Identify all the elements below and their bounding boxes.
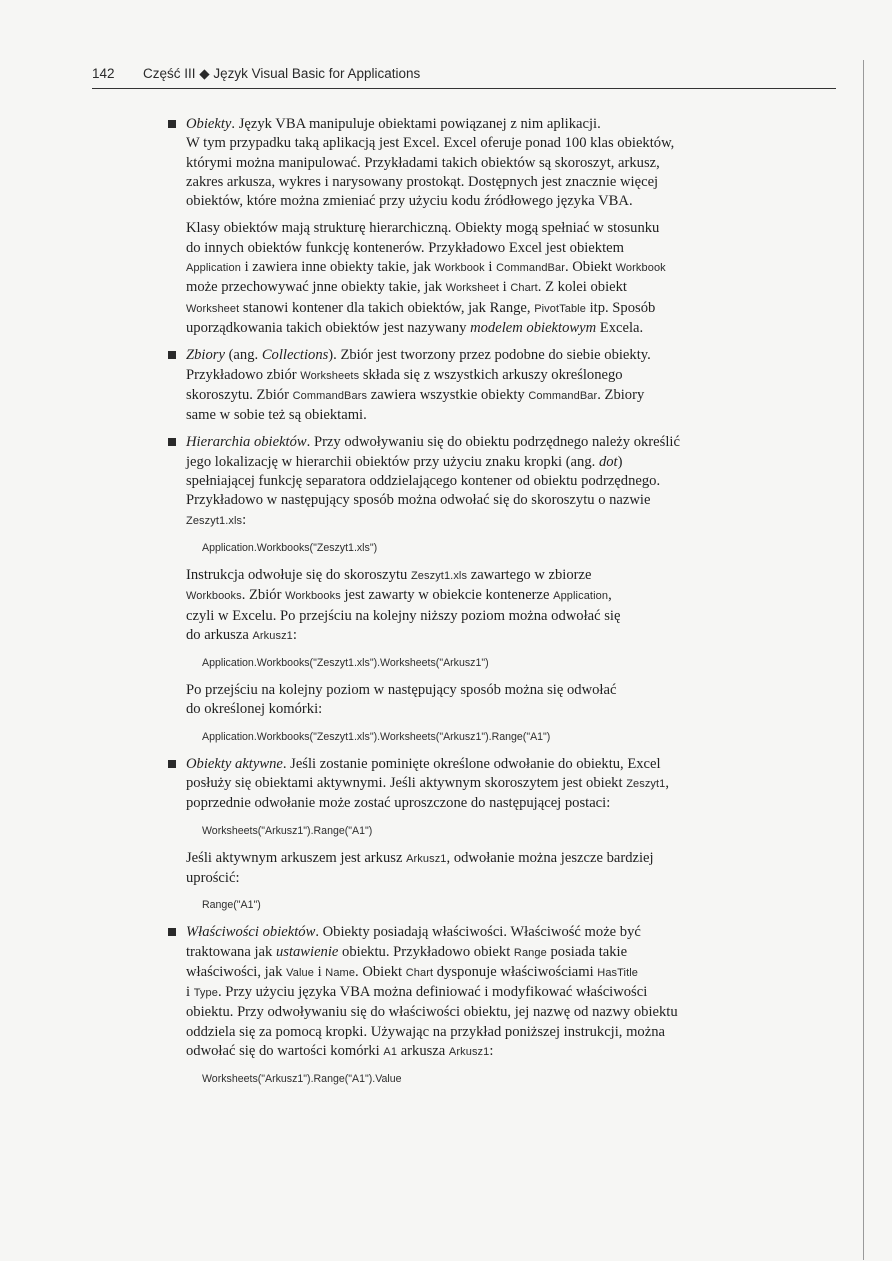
text: dysponuje właściwościami (433, 963, 598, 980)
code-term: Zeszyt1 (626, 778, 666, 791)
bullet-item-wlasciwosci (168, 923, 824, 1062)
code-line: Range("A1") (202, 899, 261, 912)
code-term: Worksheets (300, 369, 360, 382)
text: posłuży się obiektami aktywnymi. Jeśli aktywnym skoroszytem jest obiekt (186, 775, 627, 792)
text: . Przy odwoływaniu się do obiektu podrzędnego należy określić (306, 434, 680, 451)
text: Excela. (596, 319, 644, 336)
bullet-item-aktywne (168, 755, 824, 814)
text: : (489, 1042, 494, 1059)
code-term: Zeszyt1.xls (410, 569, 468, 582)
text: : (242, 511, 247, 528)
text-line (186, 386, 824, 406)
page-number: 142 (92, 66, 115, 81)
text: Instrukcja odwołuje się do skoroszytu (186, 566, 411, 583)
text-line: obiektów, które można zmieniać przy użyciu kodu źródłowego języka VBA. (186, 193, 633, 210)
code-term: Chart (405, 966, 434, 979)
text: , odwołanie można jeszcze bardziej (446, 849, 654, 866)
text: i (313, 963, 326, 980)
margin-rule (863, 60, 864, 1260)
term: Hierarchia obiektów (186, 434, 307, 451)
code-term: Workbooks (285, 590, 341, 603)
text-line (186, 586, 824, 606)
code-term: A1 (383, 1045, 398, 1058)
code-term: Zeszyt1.xls (186, 514, 243, 527)
text: . Z kolei obiekt (537, 279, 627, 296)
text: i (499, 279, 511, 296)
code-term: PivotTable (534, 302, 586, 315)
code-line: Application.Workbooks("Zeszyt1.xls").Worksheets("Arkusz1").Range("A1") (202, 730, 551, 743)
emphasis: Collections (261, 347, 329, 364)
text-line (186, 319, 824, 338)
paragraph (186, 849, 824, 889)
text: może przechowywać jnne obiekty takie, jak (186, 279, 446, 296)
code-line: Application.Workbooks("Zeszyt1.xls") (202, 541, 378, 554)
text: . Obiekt (564, 259, 616, 276)
text-line: spełniającej funkcję separatora oddzielającego kontener od obiektu podrzędnego. (186, 473, 661, 490)
text-line (186, 278, 824, 298)
text: , (665, 775, 670, 792)
text-line (186, 453, 824, 472)
text: , (608, 587, 612, 604)
emphasis: modelem obiektowym (470, 319, 597, 336)
code-term: HasTitle (597, 966, 639, 979)
text: . Zbiory (597, 386, 645, 403)
paragraph (186, 566, 824, 646)
code-term: Arkusz1 (448, 1045, 490, 1058)
bullet-square-icon (168, 438, 176, 446)
code-term: Workbook (615, 262, 666, 275)
text: arkusza (397, 1042, 449, 1059)
text: Przykładowo zbiór (186, 366, 301, 383)
code-term: Workbooks (186, 590, 242, 603)
text: stanowi kontener dla takich obiektów, jak Range, (239, 299, 535, 316)
code-term: Range (513, 946, 547, 959)
emphasis: ustawienie (275, 943, 339, 960)
paragraph-klasy (186, 219, 824, 338)
bullet-item-obiekty (168, 115, 824, 211)
text: uporządkowania takich obiektów jest nazywany (186, 319, 471, 336)
term: Obiekty (186, 116, 232, 132)
text-line: do innych obiektów funkcję kontenerów. Przykładowo Excel jest obiektem (186, 239, 624, 256)
text: . Obiekt (355, 963, 406, 980)
text: odwołać się do wartości komórki (186, 1042, 384, 1059)
text: . Obiekty posiadają właściwości. Właściwość może być (315, 924, 641, 941)
code-term: Type (193, 987, 218, 1000)
text: : (292, 626, 297, 643)
text: . Jeśli zostanie pominięte określone odwołanie do obiektu, Excel (282, 755, 661, 772)
text-line: do określonej komórki: (186, 701, 323, 718)
text: obiektu. Przykładowo obiekt (338, 943, 514, 960)
text: i (186, 984, 194, 1001)
text: do arkusza (186, 626, 253, 643)
term: Właściwości obiektów (186, 924, 316, 941)
code-term: Workbook (434, 262, 485, 275)
text: . Przy użyciu języka VBA można definiować i modyfikować właściwości (217, 984, 648, 1001)
text-line: oddziela się za pomocą kropki. Używając na przykład poniższej instrukcji, można (186, 1023, 665, 1040)
text-line (186, 626, 824, 646)
text: . Język VBA manipuluje obiektami powiązanej z nim aplikacji. (231, 116, 601, 132)
code-term: CommandBar (496, 262, 565, 275)
text-line (186, 849, 824, 869)
text: zawiera wszystkie obiekty (367, 386, 529, 403)
bullet-item-hierarchia (168, 433, 824, 530)
text-line (186, 963, 824, 983)
code-term: CommandBar (528, 389, 598, 402)
code-term: Application (186, 262, 241, 275)
term: Zbiory (186, 347, 225, 364)
text: właściwości, jak (186, 963, 287, 980)
text: itp. Sposób (585, 299, 656, 316)
code-term: Arkusz1 (406, 852, 447, 865)
text: jego lokalizację w hierarchii obiektów przy użyciu znaku kropki (ang. (186, 453, 596, 470)
text-line: Przykładowo w następujący sposób można odwołać się do skoroszytu o nazwie (186, 492, 651, 509)
text-line (186, 366, 824, 386)
code-line: Worksheets("Arkusz1").Range("A1").Value (202, 1073, 402, 1086)
text: posiada takie (546, 943, 628, 960)
text-line: Klasy obiektów mają strukturę hierarchiczną. Obiekty mogą spełniać w stosunku (186, 220, 660, 237)
code-term: Name (325, 966, 356, 979)
bullet-square-icon (168, 351, 176, 359)
term: Obiekty aktywne (186, 755, 283, 772)
text-line: obiektu. Przy odwoływaniu się do właściwości obiektu, jej nazwę od nazwy obiektu (186, 1004, 678, 1021)
text-line: poprzednie odwołanie może zostać uproszczone do następującej postaci: (186, 795, 611, 812)
bullet-square-icon (168, 120, 176, 128)
text: ) (617, 453, 623, 470)
page-header (92, 66, 836, 88)
text-line: zakres arkusza, wykres i narysowany prostokąt. Dostępnych jest znacznie więcej (186, 173, 659, 190)
text: i (484, 259, 497, 276)
code-term: Arkusz1 (252, 629, 293, 642)
text-line (186, 299, 824, 319)
text-line: Po przejściu na kolejny poziom w następujący sposób można się odwołać (186, 682, 617, 699)
code-line: Application.Workbooks("Zeszyt1.xls").Worksheets("Arkusz1") (202, 657, 489, 670)
code-term: Worksheet (445, 282, 500, 295)
text-line: W tym przypadku taką aplikacją jest Excel. Excel oferuje ponad 100 klas obiektów, (186, 135, 675, 152)
text: traktowana jak (186, 943, 276, 960)
running-title: Część III ◆ Język Visual Basic for Applications (143, 66, 421, 81)
header-rule (92, 88, 836, 89)
bullet-square-icon (168, 928, 176, 936)
code-term: Worksheet (186, 302, 240, 315)
text-line (186, 258, 824, 278)
text-line (186, 1042, 824, 1062)
text: ). Zbiór jest tworzony przez podobne do siebie obiekty. (328, 347, 651, 364)
text: jest zawarty w obiekcie kontenerze (340, 587, 554, 604)
page-body (168, 115, 824, 1097)
paragraph (186, 681, 824, 720)
text-line (186, 983, 824, 1003)
text: skoroszytu. Zbiór (186, 386, 293, 403)
text-line (186, 566, 824, 586)
text-line: uprościć: (186, 869, 240, 886)
code-term: CommandBars (292, 389, 368, 402)
code-term: Application (553, 590, 609, 603)
bullet-item-zbiory (168, 346, 824, 425)
text: Jeśli aktywnym arkuszem jest arkusz (186, 849, 407, 866)
code-term: Chart (510, 282, 538, 295)
text-line (186, 943, 824, 963)
text-line (186, 774, 824, 794)
text-line: same w sobie też są obiektami. (186, 407, 367, 424)
text: . Zbiór (241, 587, 286, 604)
emphasis: dot (598, 453, 618, 470)
bullet-square-icon (168, 760, 176, 768)
text-line: czyli w Excelu. Po przejściu na kolejny niższy poziom można odwołać się (186, 607, 621, 624)
code-line: Worksheets("Arkusz1").Range("A1") (202, 824, 373, 837)
text: zawartego w zbiorze (467, 566, 592, 583)
text-line: którymi można manipulować. Przykładami takich obiektów są skoroszyt, arkusz, (186, 154, 660, 171)
text: i zawiera inne obiekty takie, jak (240, 259, 435, 276)
code-term: Value (286, 966, 314, 979)
text: składa się z wszystkich arkuszy określonego (359, 366, 623, 383)
text-line (186, 511, 824, 531)
text: (ang. (224, 347, 262, 364)
